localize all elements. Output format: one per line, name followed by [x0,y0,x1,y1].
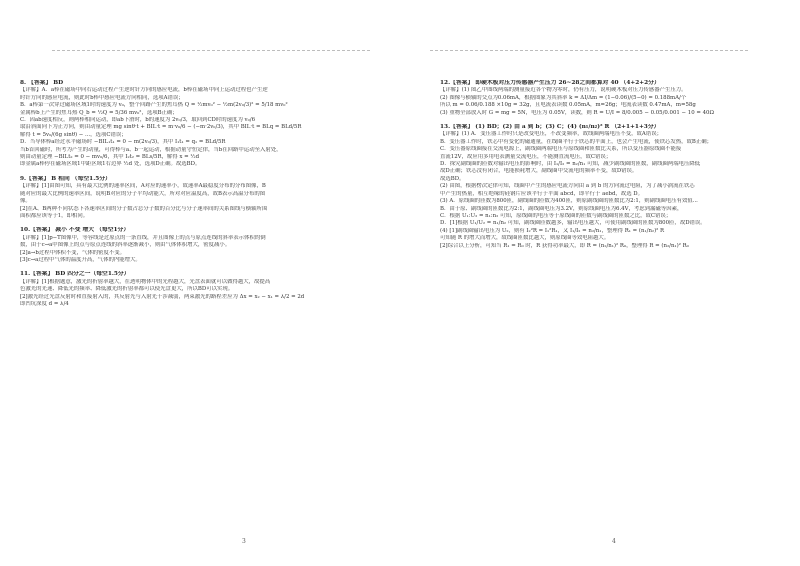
right-page [440,78,785,548]
explanation-line: B．a棒第一次穿过磁场区域1时的速度为 v₀，整个回路产生的焦耳热 Q = ½mv₀² − ½m(2v₀/3)² = 5/18 mv₀² [20,102,288,109]
question-block [20,176,365,220]
explanation-line: 故D正确；铁芯没有闭合，电能损耗增大，副线圈中交流电的频率不变，故D错误。 [440,168,638,175]
explanation-line: 取沿斜面向下为正方向，则由动量定理 mg sinθ·t + B̄IL·t = m·v₀/6 − (−m·2v₀/3)，其中 B̄IL·t = BLq = BLd/5R [20,124,302,131]
explanation-line: 中产生的热量，相互绝缘的硅钢片应该平行于平面 abcd，即平行于 aebd，故选 D。 [440,190,644,197]
explanation-line: B．变压器工作时，铁芯中有变化的磁通量，在线圈平行于铁芯的平面上，也会产生电流，使铁芯发热，故B正确； [440,138,713,145]
explanation-line: 金属棒b上产生的焦耳热 Q_b = ½Q = 5/36 mv₀²，选项B正确； [20,109,178,116]
explanation-line: C．因ab速度相反，则两棒相向运动，即ab下滑时，b的速度为 2v₀/3，取回到CD时的速度为 v₀/6 [20,117,256,124]
explanation-line: B．由于原、副线圈的匝数比为2:1，副线圈电压为3.2V，则原线圈电压为6.4V，考虑到漏磁等因素， [440,205,683,212]
explanation-line: 即凹坑深度 d = λ/4 [20,300,69,307]
explanation-line: D．当导体棒a经过永平磁场时 −B̄IL₁t₁ = 0 − m(2v₀/3)，其中 Ī₁t₁ = q₁ = BLd/5R [20,139,226,146]
explanation-line: [2]综合以上分析，可知当 R₁ = R₀ 时，R 获得功率最大，即 R = (n₂/n₁)² R₀，整理得 R = (n₂/n₁)² R₀ [440,242,689,249]
explanation-line: 所以 m = 0.06/0.188 ×10g = 32g，且电流表读数 0.05mA，m=26g；电流表读数 0.47mA，m=58g [440,102,696,109]
answer-heading: 9.【答案】 B 相同 （每空1.5分） [20,175,111,182]
explanation-line: 【详解】A．a棒在磁场中向右运动过程产生逆时针方向的感应电流，b棒在磁场中向上运动过程也产生逆 [20,87,268,94]
explanation-line: C．根据 U₁:U₂ = n₁:n₂ 可知，原线圈的电压等于原线圈的匝数与副线圈的匝数之比，故C错误； [440,212,672,219]
explanation-line: D．[1]根据 U₁/U₂ = n₁/n₂ 可知，副线圈匝数越多，输出电压越大，可使用副线圈的匝数为800匝，故D错误。 [440,220,706,227]
left-page-number: 3 [242,538,246,545]
explanation-line: 随对应的最大比例的速率区间，说明B对应的分子平均动能大，所对对应温度高，故B表示高温分布的图 [20,190,266,197]
explanation-line: 时针方向的感应电流，则此时b棒中感应电流方向相同，选项A错误； [20,94,184,101]
right-page-number: 4 [612,538,616,545]
explanation-line: [2]a→b过程中体积不变，气体的密度不变。 [20,249,126,256]
answer-heading: 8. 【答案】 BD [20,80,64,86]
answer-heading: 13.【答案】 (1) BD；(2) 由 a 到 b；(3) C；(4) (n₁/n₂)² R （2+1+1+3分） [440,124,660,131]
explanation-line: 即金属a棒停在磁场区域1中距区域1右边界 ½d 处，选项D正确。故选BD。 [20,161,201,168]
explanation-line: 【详解】(1) A．变压器工作时只是改变电压，不改变频率，故线圈两端电压不变，故A错误； [440,131,662,138]
question-block [20,227,365,264]
explanation-line: 【详解】[1]由图可知，具有最大比例的速率区间，A对应的速率小，故速率A最稳度分布的分布图像，B [20,183,266,190]
answer-heading: 12.【答案】 即硬木板对压力传感器产生压力 26~28之间都算对 40 （4+2+2分） [440,80,660,86]
explanation-line: 【详解】[1]p−T图像中，等容线是过原点的一条直线，并且图像上的点与原点连线的斜率表示体积的倒 [20,234,266,241]
explanation-line: D．探究副线圈的匝数对输出电压的影响时，由 I₁/I₂ = n₂/n₁ 可知，减少副线圈的匝数，副线圈两端电压降低 [440,161,701,168]
explanation-line: 则由动量定理 −B̄ILt₂ = 0 − mv₀/6，其中 Ī₂t₂ = BLs/5R，解得 x = ½d [20,154,200,161]
explanation-line: 数，由于c→a中图像上的点与原点连线的斜率逐渐减小，则由气体体积增大，密度减小。 [20,242,231,249]
explanation-line: [2]激光经过光盘反射时和直接射入的，其反射光与入射光干涉减弱，两束激光的路程差应为 Δx = x₂ − x₁ = λ/2 = 2d [20,293,305,300]
explanation-line: 解得 t = 5v₀/(6g sinθ) − ...，选项C错误； [20,131,127,138]
explanation-line: 当b首回磁时，所考为产生的动量，可得棒与a、b一起运动，根据动量守恒定律，当b在回路中运动至入射处， [20,146,282,153]
explanation-line: 【详解】[1]根据题意，激光的折射率越大，在透明物体中的光程越大，光盘表面就可以做得越大，故提高 [20,278,271,285]
answer-heading: 11.【答案】 BD 四分之一（每空1.5分） [20,271,130,278]
explanation-line: [3]c→a过程中气体的温度升高，气体的内能增大。 [20,256,141,263]
question-block [20,80,365,169]
explanation-line: (2) 由图，根据楞次定律可知，线圈中产生的感应电流方向由 a 到 b 的方向流过电阻，为了减小涡流在铁芯 [440,183,695,190]
explanation-line: 像。 [20,198,31,205]
top-right-dashed-line [430,50,748,51]
explanation-line: 【详解】(1) 图乙中图线两端的测量接近各个物为零时，仍有压力，说明硬木板对压力传感器产生压力。 [440,87,687,94]
top-left-dashed-line [52,50,370,51]
explanation-line: (3) 重物全部放入时 G = mg = 5N，电压为 0.05V，读数，则 R = U/I = 8/0.005 − 0.05/0.001 − 10 = 40Ω [440,109,714,116]
left-page [20,78,365,548]
explanation-line: 直流12V，故应用多用电表测量交流电压，不能测直流电压，故C错误； [440,153,612,160]
question-block [440,124,785,250]
explanation-line: (3) A．原线圈的匝数为800匝，副线圈的匝数为400匝，则原副线圈的匝数比为2:1，则副线圈电压有效值... [440,198,698,205]
answer-heading: 10.【答案】 减小 不变 增大 （每空1分） [20,227,130,234]
question-block [440,80,785,117]
explanation-line: 可知随 R 的增大而增大，故线圈匝数比越大，则原线圈等效电阻越大。 [440,235,610,242]
explanation-line: 故选BD。 [440,175,465,182]
explanation-line: (4) [1]副线圈输出电压为 U₂，则有 I₂²R = I₁²R₁，又 I₁/I₂ = n₂/n₁，整理得 R₁ = (n₁/n₂)² R [440,227,665,234]
explanation-line: (2) 图像与横轴的交点为0.06mA，根据图象为其斜率 k = ΔI/Δm = (1−0.06)/(5−0) = 0.188mA/个 [440,94,687,101]
explanation-line: C．变压器原线圈接在交流电源上，副线圈两端电压与原线圈和匝数比关系，所以变压器原线圈不能接 [440,146,682,153]
explanation-line: 面积都应该等于1，即相同。 [20,212,89,219]
explanation-line: [2]在A、B两种不同状态下各速率区间的分子数占总分子数的百分比与分子速率间的关系图线与横轴所围 [20,205,268,212]
explanation-line: 色激光的光速、降低光的频率、降低激光的折射率都可以使光盘更大，所以BD可以实现。 [20,286,234,293]
question-block [20,271,365,308]
